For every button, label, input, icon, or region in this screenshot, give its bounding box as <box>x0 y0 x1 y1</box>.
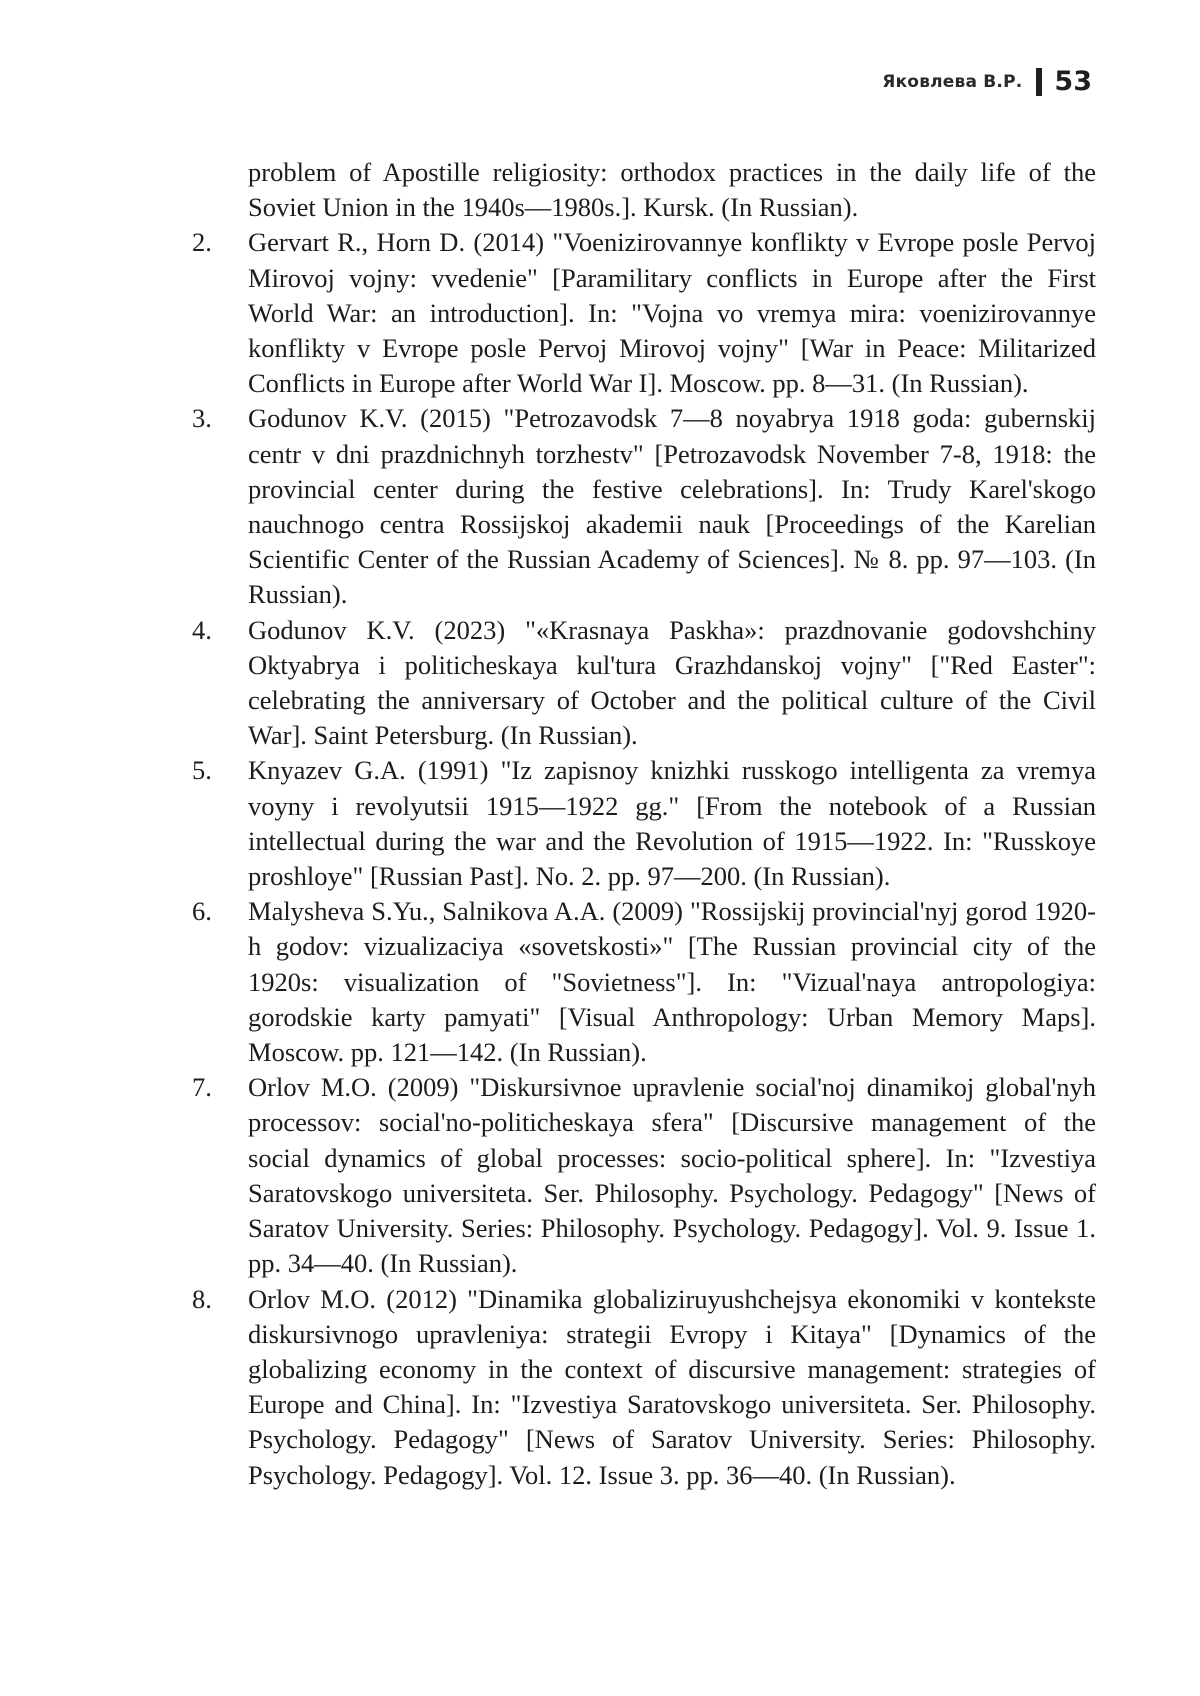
reference-number: 6. <box>192 896 212 927</box>
reference-text: Godunov K.V. (2023) "«Krasnaya Paskha»: prazdnovanie godovshchiny Oktyabrya i politicheskaya kul'tura Grazhdanskoj vojny" ["Red Easter": celebrating the anniversary of October and the political culture of the Civil War]. Saint Petersburg. (In Russian). <box>248 614 1096 751</box>
reference-number: 4. <box>192 614 212 645</box>
reference-number: 7. <box>192 1072 212 1103</box>
reference-item <box>192 894 1096 1070</box>
reference-number: 8. <box>192 1283 212 1314</box>
reference-text: Gervart R., Horn D. (2014) "Voenizirovannye konflikty v Evrope posle Pervoj Mirovoj vojny: vvedenie" [Paramilitary conflicts in Europe after the First World War: an introduction]. In: "Vojna vo vremya mira: voenizirovannye konflikty v Evrope posle Pervoj Mirovoj vojny" [War in Peace: Militarized Conflicts in Europe after World War I]. Moscow. pp. 8—31. (In Russian). <box>248 227 1096 399</box>
reference-list <box>192 155 1096 1493</box>
reference-text: Orlov M.O. (2012) "Dinamika globaliziruyushchejsya ekonomiki v kontekste diskursivnogo upravleniya: strategii Evropy i Kitaya" [Dynamics of the globalizing economy in the context of discursive management: strategies of Europe and China]. In: "Izvestiya Saratovskogo universiteta. Ser. Philosophy. Psychology. Pedagogy" [News of Saratov University. Series: Philosophy. Psychology. Pedagogy]. Vol. 12. Issue 3. pp. 36—40. (In Russian). <box>248 1283 1096 1490</box>
reference-item <box>192 613 1096 754</box>
reference-text: Malysheva S.Yu., Salnikova A.A. (2009) "Rossijskij provincial'nyj gorod 1920-h godov: vizualizaciya «sovetskosti»" [The Russian provincial city of the 1920s: visualization of "Sovietness"]. In: "Vizual'naya antropologiya: gorodskie karty pamyati" [Visual Anthropology: Urban Memory Maps]. Moscow. pp. 121—142. (In Russian). <box>248 896 1096 1068</box>
reference-item <box>192 401 1096 612</box>
reference-text: Orlov M.O. (2009) "Diskursivnoe upravlenie social'noj dinamikoj global'nyh processov: social'no-politicheskaya sfera" [Discursive management of the social dynamics of global processes: socio-political sphere]. In: "Izvestiya Saratovskogo universiteta. Ser. Philosophy. Psychology. Pedagogy" [News of Saratov University. Series: Philosophy. Psychology. Pedagogy]. Vol. 9. Issue 1. pp. 34—40. (In Russian). <box>248 1072 1096 1279</box>
header-divider <box>1036 68 1042 96</box>
reference-item <box>192 753 1096 894</box>
reference-number: 2. <box>192 227 212 258</box>
reference-item <box>192 1282 1096 1493</box>
reference-text: Knyazev G.A. (1991) "Iz zapisnoy knizhki russkogo intelligenta za vremya voyny i revolyutsii 1915—1922 gg." [From the notebook of a Russian intellectual during the war and the Revolution of 1915—1922. In: "Russkoye proshloye" [Russian Past]. No. 2. pp. 97—200. (In Russian). <box>248 755 1096 892</box>
header-author: Яковлева В.Р. <box>882 71 1023 92</box>
reference-text: Godunov K.V. (2015) "Petrozavodsk 7—8 noyabrya 1918 goda: gubernskij centr v dni prazdnichnyh torzhestv" [Petrozavodsk November 7-8, 1918: the provincial center during the festive celebrations]. In: Trudy Karel'skogo nauchnogo centra Rossijskoj akademii nauk [Proceedings of the Karelian Scientific Center of the Russian Academy of Sciences]. № 8. pp. 97—103. (In Russian). <box>248 403 1096 610</box>
reference-text: problem of Apostille religiosity: orthodox practices in the daily life of the Soviet Union in the 1940s—1980s.]. Kursk. (In Russian). <box>248 157 1096 223</box>
reference-number: 5. <box>192 755 212 786</box>
reference-number: 3. <box>192 403 212 434</box>
running-header <box>882 66 1092 97</box>
reference-item <box>192 155 1096 225</box>
reference-item <box>192 225 1096 401</box>
reference-item <box>192 1070 1096 1281</box>
page-number: 53 <box>1054 66 1092 97</box>
